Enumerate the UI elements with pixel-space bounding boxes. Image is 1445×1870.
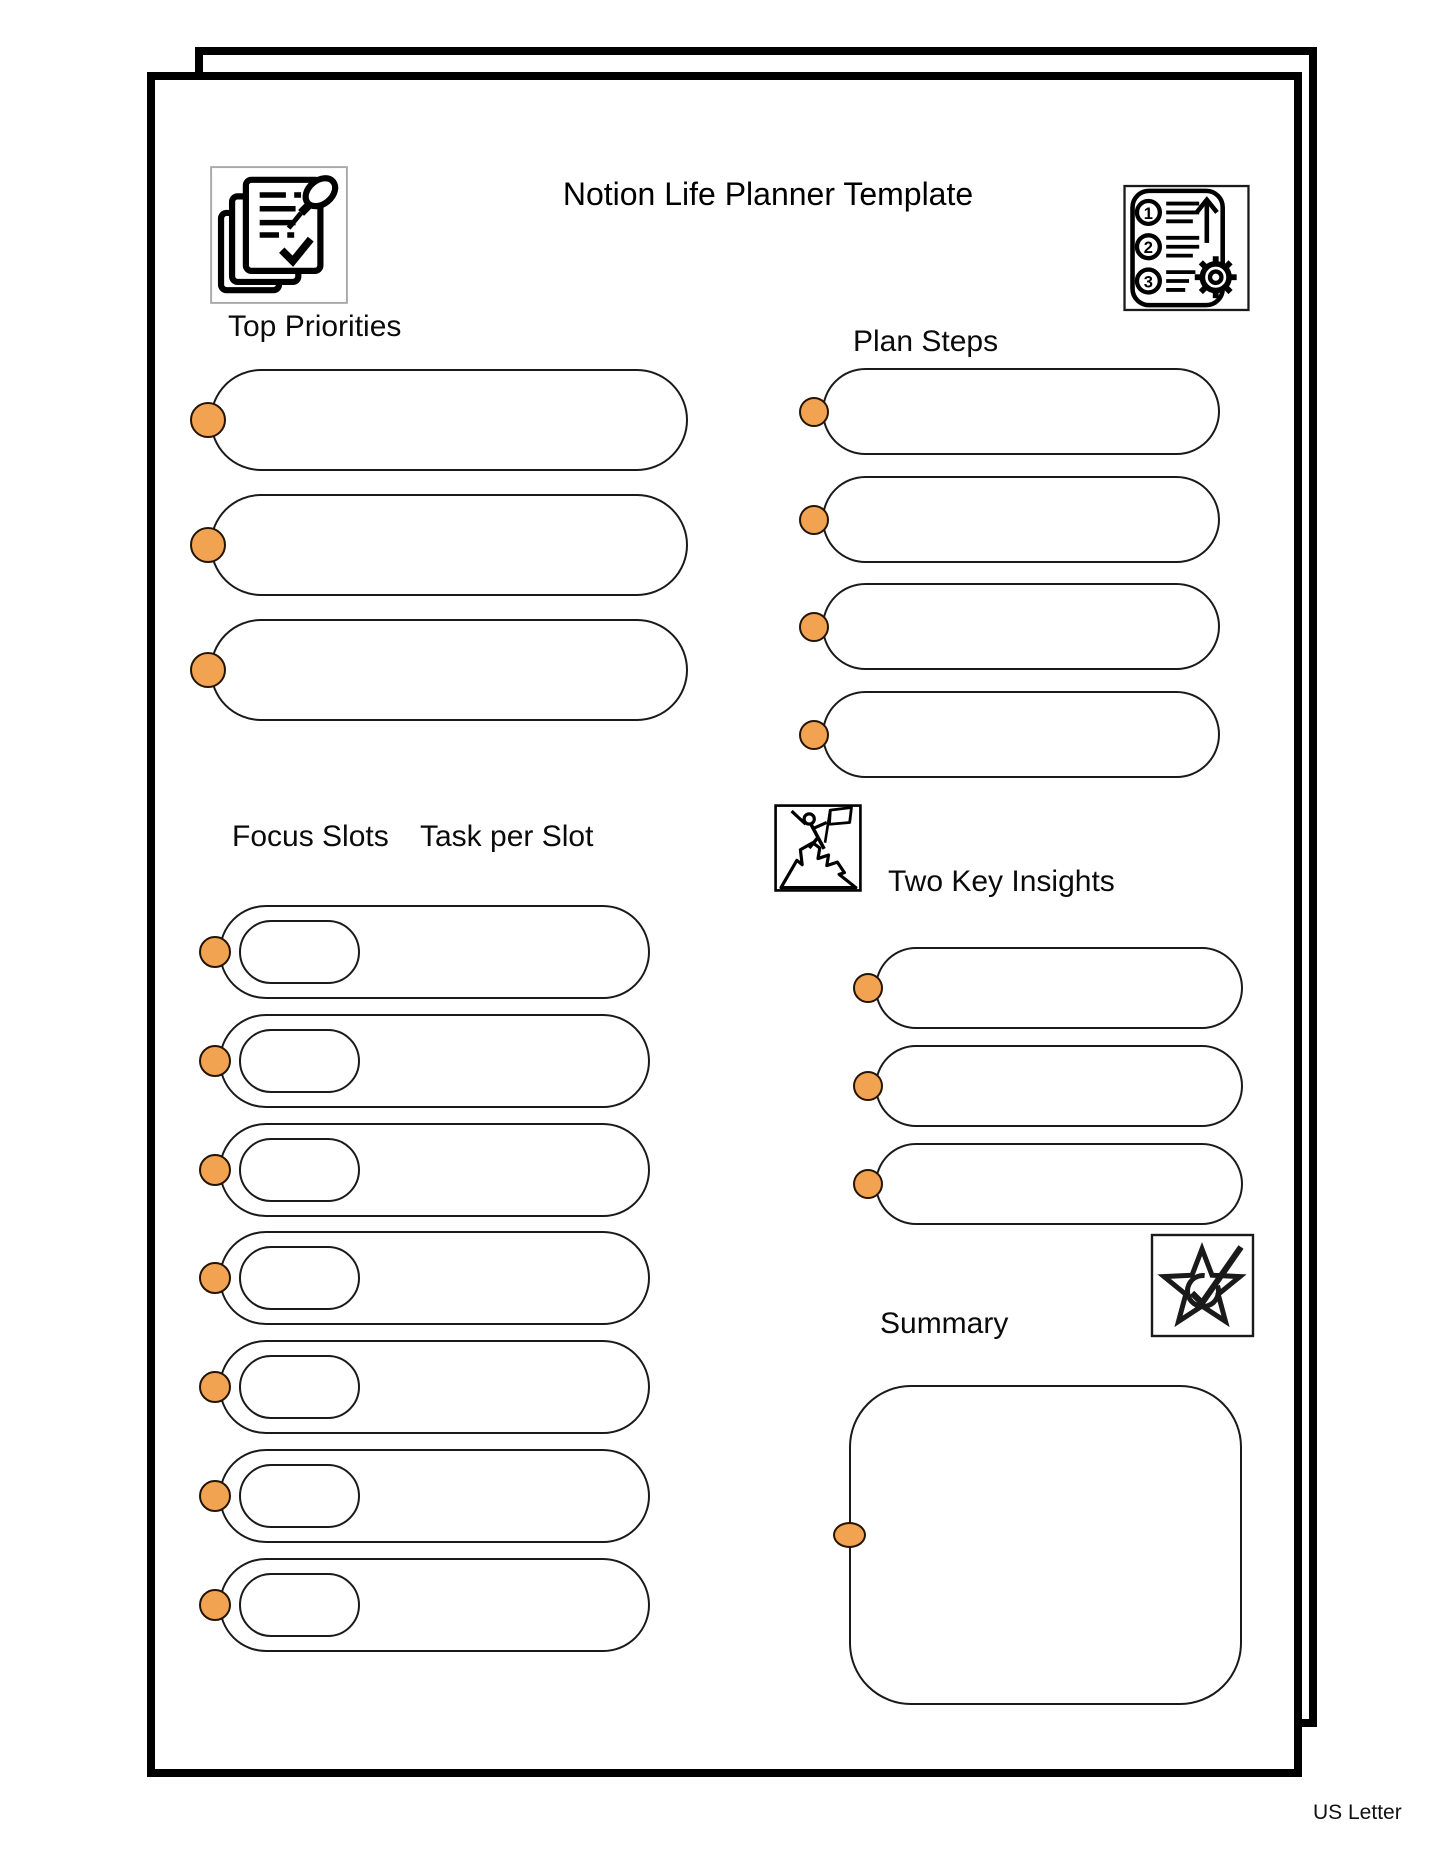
insight-field[interactable]: [875, 1045, 1243, 1127]
top-priority-field[interactable]: [210, 369, 688, 471]
svg-text:1: 1: [1143, 204, 1153, 223]
focus-slot-field[interactable]: [239, 1138, 360, 1202]
bullet-dot: [199, 1480, 231, 1512]
two-key-insights-label: Two Key Insights: [888, 865, 1115, 898]
top-priority-field[interactable]: [210, 619, 688, 721]
svg-text:3: 3: [1143, 273, 1153, 292]
paper-size-label: US Letter: [1313, 1801, 1402, 1824]
bullet-dot: [199, 1154, 231, 1186]
bullet-dot: [190, 402, 226, 438]
page-title: Notion Life Planner Template: [562, 176, 974, 212]
bullet-dot: [199, 1371, 231, 1403]
svg-text:2: 2: [1143, 239, 1153, 258]
bullet-dot: [799, 720, 829, 750]
bullet-dot: [199, 1262, 231, 1294]
plan-step-field[interactable]: [822, 583, 1220, 670]
plan-steps-label: Plan Steps: [853, 325, 999, 358]
task-per-slot-label: Task per Slot: [420, 820, 594, 853]
plan-step-field[interactable]: [822, 691, 1220, 778]
focus-slot-field[interactable]: [239, 920, 360, 984]
focus-slots-label: Focus Slots: [232, 820, 389, 853]
top-priorities-label: Top Priorities: [228, 310, 402, 343]
bullet-dot: [853, 1169, 883, 1199]
bullet-dot: [199, 1045, 231, 1077]
bullet-dot: [853, 1071, 883, 1101]
focus-slot-field[interactable]: [239, 1029, 360, 1093]
plan-step-field[interactable]: [822, 476, 1220, 563]
insight-field[interactable]: [875, 947, 1243, 1029]
bullet-dot: [799, 612, 829, 642]
focus-slot-field[interactable]: [239, 1355, 360, 1419]
plan-step-field[interactable]: [822, 368, 1220, 455]
bullet-dot: [799, 397, 829, 427]
top-priority-field[interactable]: [210, 494, 688, 596]
summary-label: Summary: [880, 1307, 1009, 1340]
focus-slot-field[interactable]: [239, 1246, 360, 1310]
bullet-dot: [199, 1589, 231, 1621]
bullet-dot: [190, 652, 226, 688]
bullet-dot: [199, 936, 231, 968]
bullet-dot: [190, 527, 226, 563]
bullet-dot: [853, 973, 883, 1003]
focus-slot-field[interactable]: [239, 1573, 360, 1637]
focus-slot-field[interactable]: [239, 1464, 360, 1528]
insight-field[interactable]: [875, 1143, 1243, 1225]
bullet-dot: [799, 505, 829, 535]
